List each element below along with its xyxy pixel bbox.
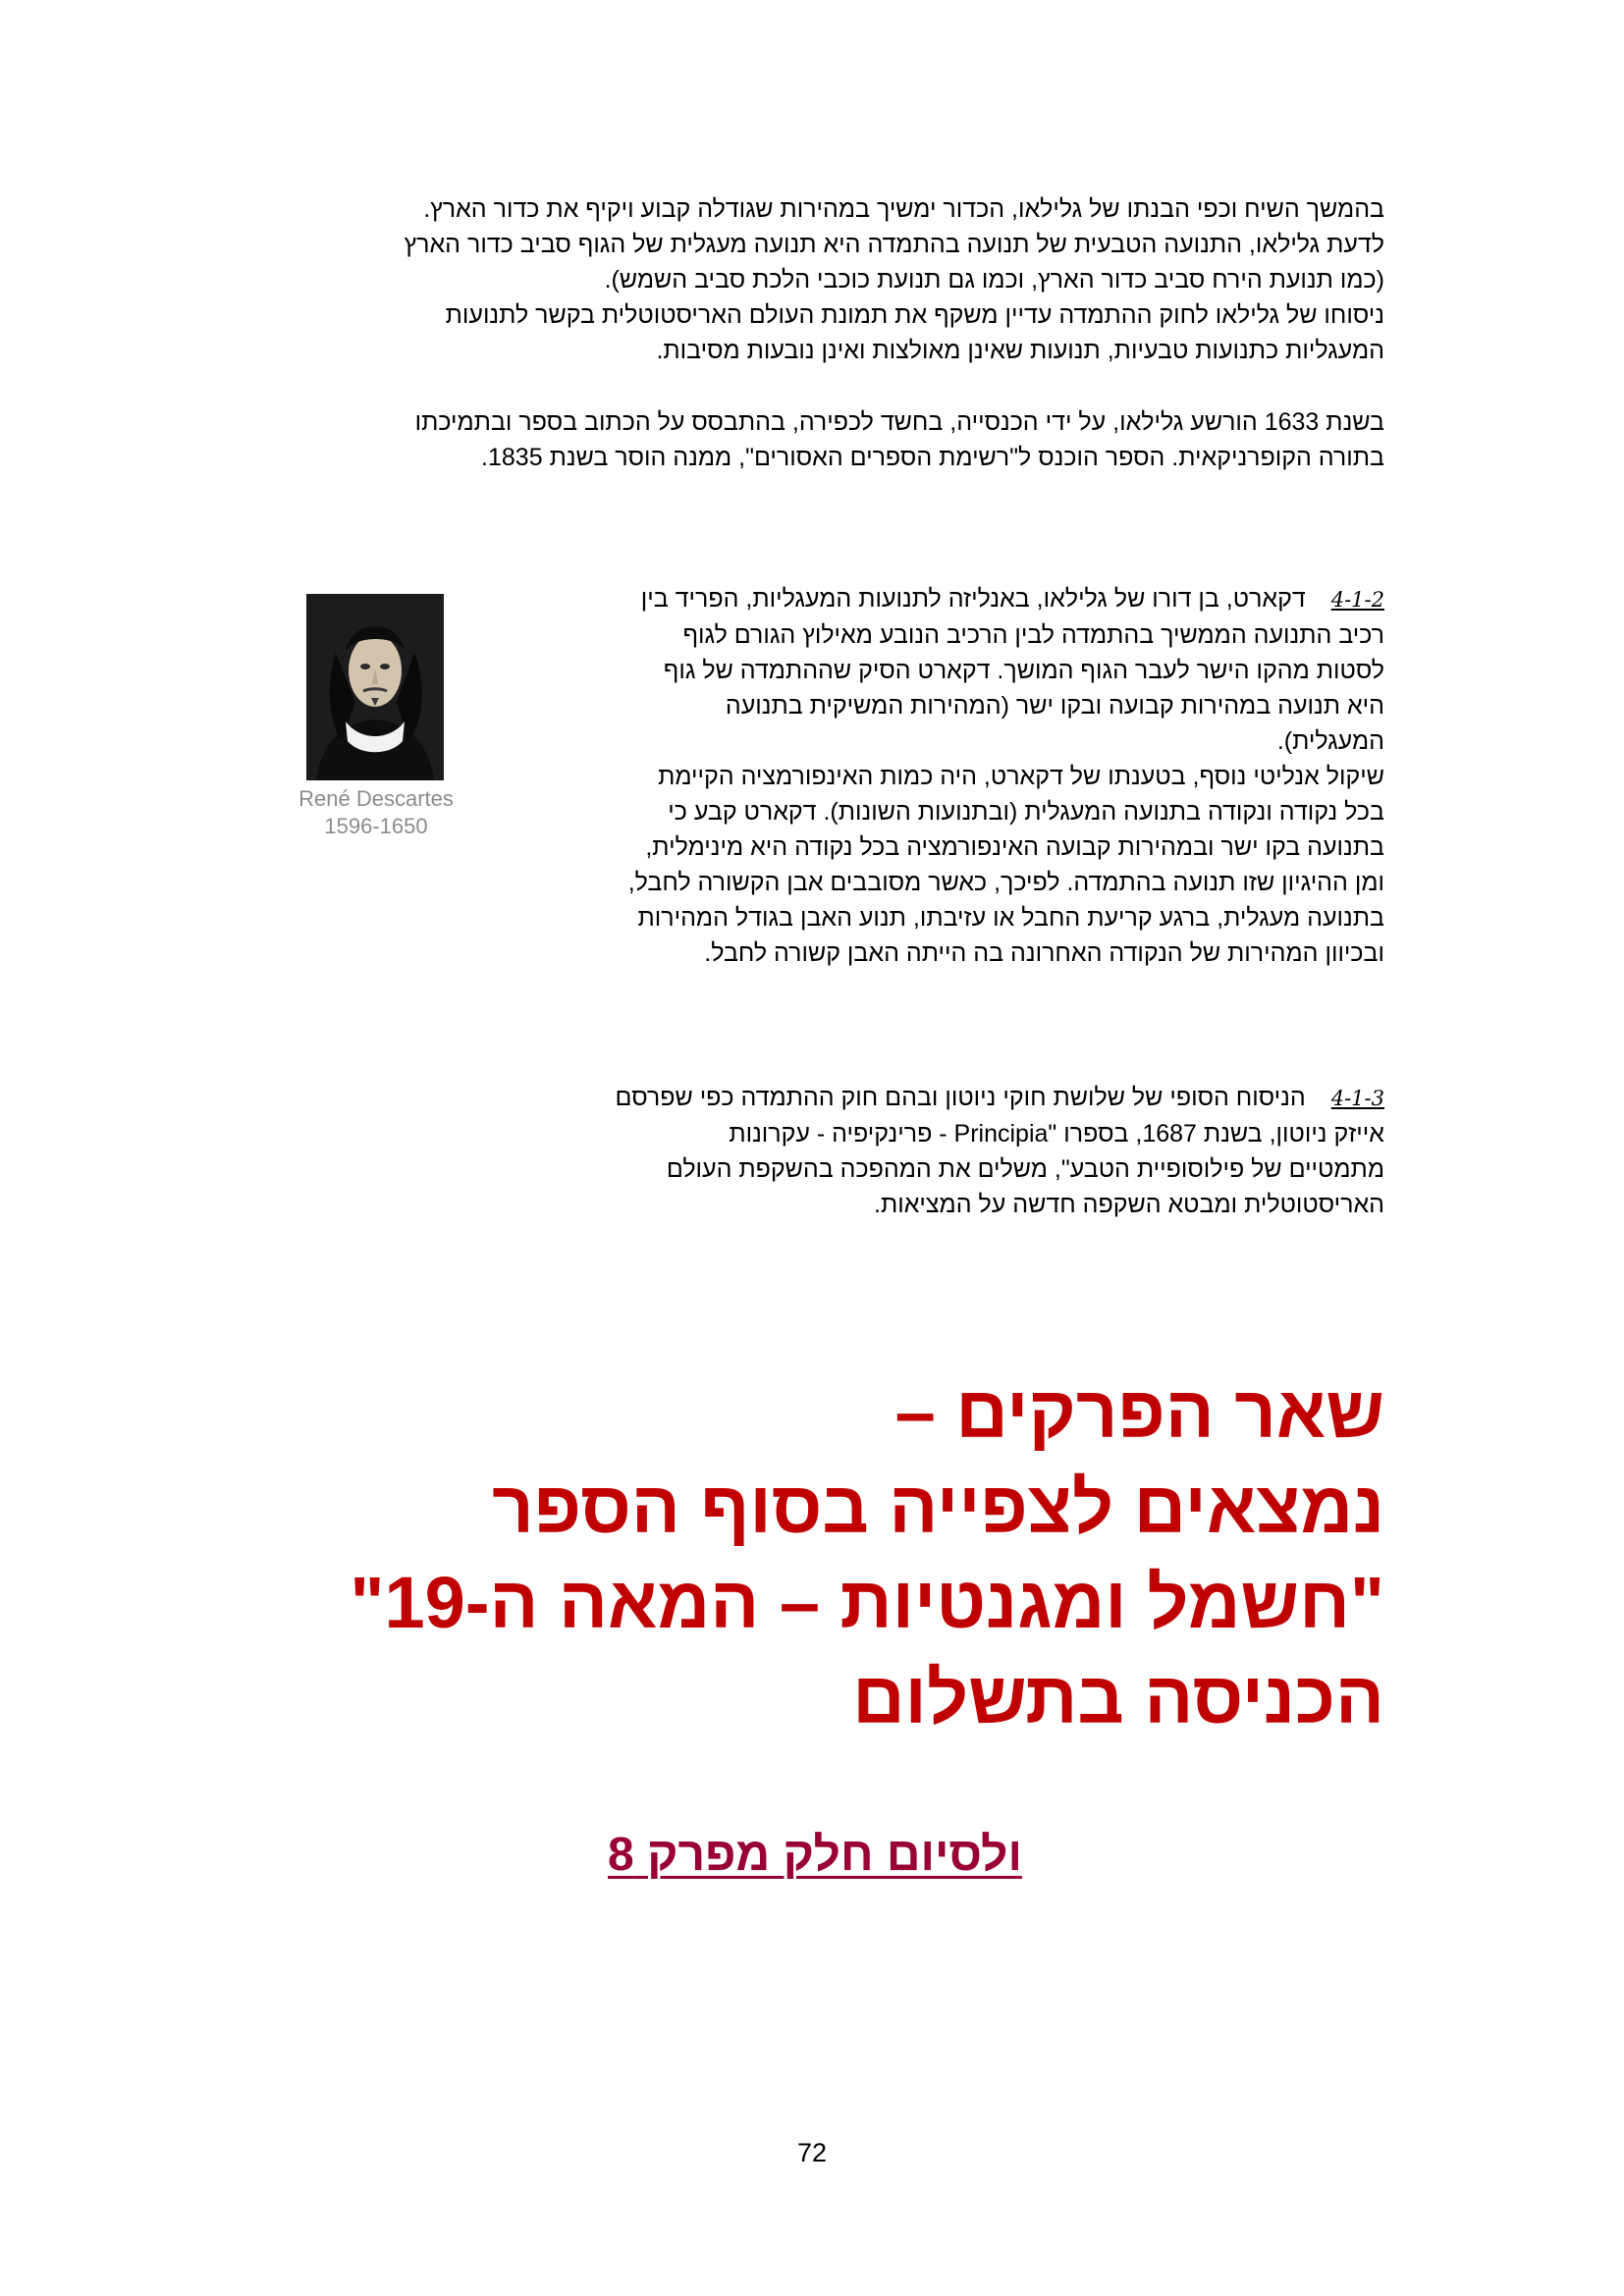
section-number: 4-1-2 bbox=[1330, 588, 1384, 612]
paragraph-1633 bbox=[245, 404, 1384, 475]
headline-line: הכניסה בתשלום bbox=[852, 1657, 1384, 1738]
section-line: בתנועה בקו ישר ובמהירות קבועה האינפורמציה בכל נקודה היא מינימלית, bbox=[645, 833, 1384, 861]
section-line: האריסטוטלית ומבטא השקפה חדשה על המציאות. bbox=[874, 1191, 1384, 1218]
section-first-line-text: דקארט, בן דורו של גלילאו, באנליזה לתנועות המעגליות, הפריד בין bbox=[640, 585, 1306, 613]
section-first-line bbox=[530, 581, 1384, 617]
section-line: ובכיוון המהירות של הנקודה האחרונה בה הייתה האבן קשורה לחבל. bbox=[704, 939, 1384, 967]
intro-line: ניסוחו של גלילאו לחוק ההתמדה עדיין משקף את תמונת העולם האריסטוטלית בקשר לתנועות bbox=[445, 301, 1384, 329]
section-first-line bbox=[530, 1080, 1384, 1116]
portrait-caption bbox=[265, 785, 487, 840]
portrait-drawing bbox=[306, 594, 444, 780]
section-line: שיקול אנליטי נוסף, בטענתו של דקארט, היה כמות האינפורמציה הקיימת bbox=[658, 763, 1384, 790]
descartes-portrait-image bbox=[306, 594, 444, 780]
section-number: 4-1-3 bbox=[1330, 1087, 1384, 1110]
section-line: אייזק ניוטון, בשנת 1687, בספרו "Principia - פרינקיפיה - עקרונות bbox=[729, 1120, 1384, 1148]
section-4-1-2 bbox=[530, 581, 1384, 971]
headline-line: "חשמל ומגנטיות – המאה ה-19" bbox=[350, 1562, 1384, 1643]
paragraph-line: בשנת 1633 הורשע גלילאו, על ידי הכנסייה, בחשד לכפירה, בהתבסס על הכתוב בספר ובתמיכתו bbox=[414, 408, 1384, 436]
section-line: היא תנועה במהירות קבועה ובקו ישר (המהירות המשיקית בתנועה bbox=[725, 692, 1384, 720]
caption-name: René Descartes bbox=[298, 786, 454, 811]
intro-line: המעגליות כתנועות טבעיות, תנועות שאינן מאולצות ואינן נובעות מסיבות. bbox=[656, 337, 1384, 364]
section-line: בתנועה מעגלית, ברגע קריעת החבל או עזיבתו, תנוע האבן בגודל המהירות bbox=[637, 904, 1384, 932]
intro-line: בהמשך השיח וכפי הבנתו של גלילאו, הכדור ימשיך במהירות שגודלה קבוע ויקיף את כדור הארץ. bbox=[423, 195, 1384, 223]
section-first-line-text: הניסוח הסופי של שלושת חוקי ניוטון ובהם חוק ההתמדה כפי שפרסם bbox=[615, 1084, 1306, 1111]
section-line: המעגלית). bbox=[1276, 727, 1384, 755]
section-line: ומן ההיגיון שזו תנועה בהתמדה. לפיכך, כאשר מסובבים אבן הקשורה לחבל, bbox=[627, 869, 1384, 896]
page-number: 72 bbox=[796, 2138, 828, 2167]
headline-line: נמצאים לצפייה בסוף הספר bbox=[492, 1467, 1384, 1548]
section-4-1-3 bbox=[530, 1080, 1384, 1222]
chapter-8-link[interactable]: ולסיום חלק מפרק 8 bbox=[608, 1829, 1022, 1881]
intro-line: לדעת גלילאו, התנועה הטבעית של תנועה בהתמדה היא תנועה מעגלית של הגוף סביב כדור הארץ bbox=[404, 231, 1384, 258]
caption-years: 1596-1650 bbox=[324, 814, 428, 838]
subhead-container bbox=[245, 1828, 1384, 1882]
paragraph-line: בתורה הקופרניקאית. הספר הוכנס ל"רשימת הספרים האסורים", ממנה הוסר בשנת 1835. bbox=[481, 444, 1384, 471]
section-line: מתמטיים של פילוסופיית הטבע", משלים את המהפכה בהשקפת העולם bbox=[666, 1155, 1384, 1183]
section-line: רכיב התנועה הממשיך בהתמדה לבין הרכיב הנובע מאילוץ הגורם לגוף bbox=[682, 621, 1384, 649]
section-line: בכל נקודה ונקודה בתנועה המעגלית (ובתנועות השונות). דקארט קבע כי bbox=[668, 798, 1384, 826]
intro-paragraph bbox=[245, 191, 1384, 368]
headline-line: שאר הפרקים – bbox=[894, 1371, 1384, 1453]
section-line: לסטות מהקו הישר לעבר הגוף המושך. דקארט הסיק שההתמדה של גוף bbox=[663, 657, 1384, 684]
chapter-notice-headline bbox=[245, 1364, 1384, 1745]
intro-line: (כמו תנועת הירח סביב כדור הארץ, וכמו גם תנועת כוכבי הלכת סביב השמש). bbox=[604, 266, 1384, 294]
